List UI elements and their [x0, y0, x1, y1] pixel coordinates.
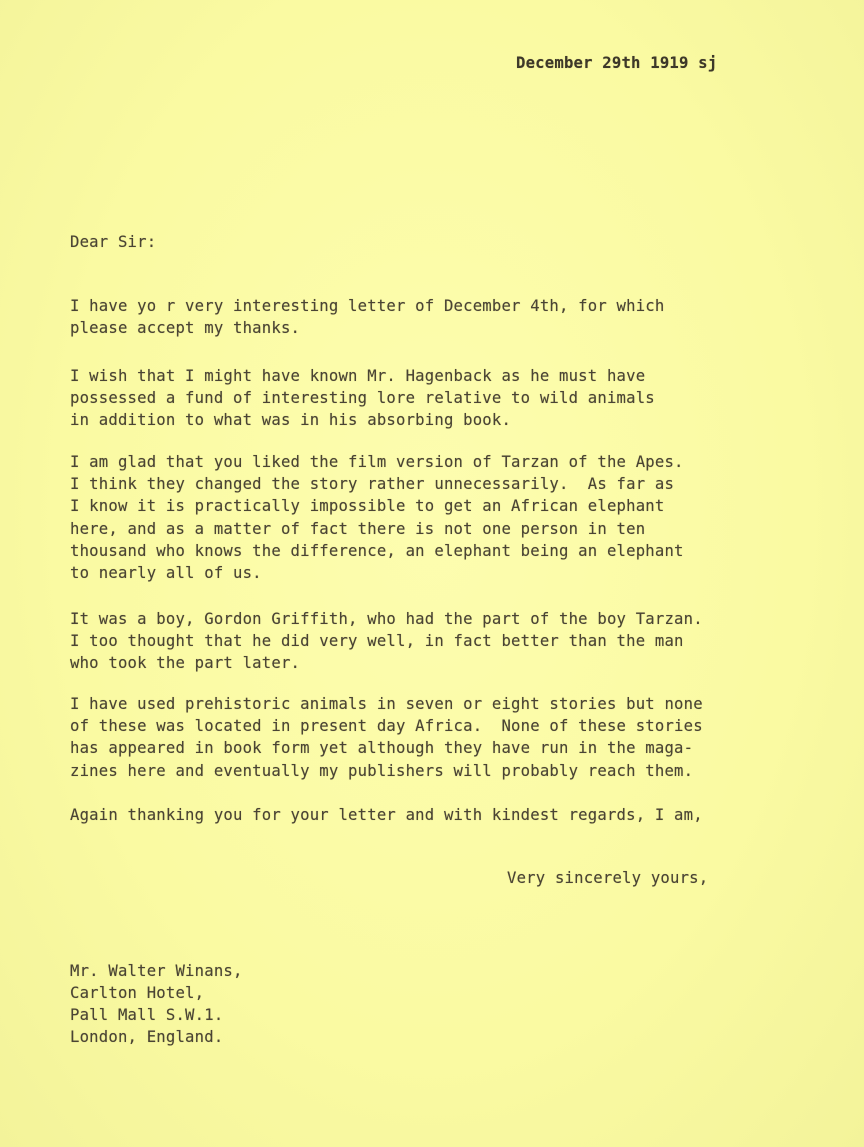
paragraph-line: to nearly all of us. — [70, 563, 262, 582]
paragraph-line: It was a boy, Gordon Griffith, who had the part of the boy Tarzan. — [70, 610, 703, 628]
paragraph-1 — [70, 295, 790, 339]
paragraph-line: zines here and eventually my publishers will probably reach them. — [70, 761, 694, 780]
paragraph-line: I have used prehistoric animals in seven or eight stories but none — [70, 695, 703, 713]
paragraph-line: of these was located in present day Africa. None of these stories — [70, 717, 703, 736]
paragraph-line: Again thanking you for your letter and with kindest regards, I am, — [70, 806, 703, 824]
paragraph-line: here, and as a matter of fact there is not one person in ten — [70, 519, 646, 538]
paragraph-5 — [70, 693, 790, 782]
paragraph-4 — [70, 608, 790, 675]
paragraph-line: I wish that I might have known Mr. Hagenback as he must have — [70, 367, 646, 385]
letter-date: December 29th 1919 sj — [516, 54, 718, 72]
address-line: Mr. Walter Winans, — [70, 962, 243, 980]
paragraph-line: in addition to what was in his absorbing book. — [70, 411, 512, 430]
address-line: London, England. — [70, 1028, 224, 1046]
paragraph-line: please accept my thanks. — [70, 319, 301, 338]
paragraph-6 — [70, 804, 790, 826]
address-line: Carlton Hotel, — [70, 984, 205, 1002]
paragraph-line: I too thought that he did very well, in fact better than the man — [70, 632, 684, 651]
paragraph-3 — [70, 451, 790, 584]
paragraph-2 — [70, 365, 790, 432]
paragraph-line: thousand who knows the difference, an elephant being an elephant — [70, 541, 684, 560]
paragraph-line: who took the part later. — [70, 654, 301, 673]
closing: Very sincerely yours, — [507, 869, 709, 887]
recipient-address — [70, 960, 243, 1048]
paragraph-line: I have yo r very interesting letter of December 4th, for which — [70, 297, 665, 315]
paragraph-line: I think they changed the story rather unnecessarily. As far as — [70, 475, 675, 494]
salutation: Dear Sir: — [70, 233, 157, 251]
paragraph-line: has appeared in book form yet although they have run in the maga- — [70, 739, 694, 758]
address-line: Pall Mall S.W.1. — [70, 1006, 224, 1024]
paragraph-line: I am glad that you liked the film version of Tarzan of the Apes. — [70, 453, 684, 471]
paragraph-line: I know it is practically impossible to get an African elephant — [70, 497, 665, 516]
paragraph-line: possessed a fund of interesting lore relative to wild animals — [70, 389, 655, 408]
